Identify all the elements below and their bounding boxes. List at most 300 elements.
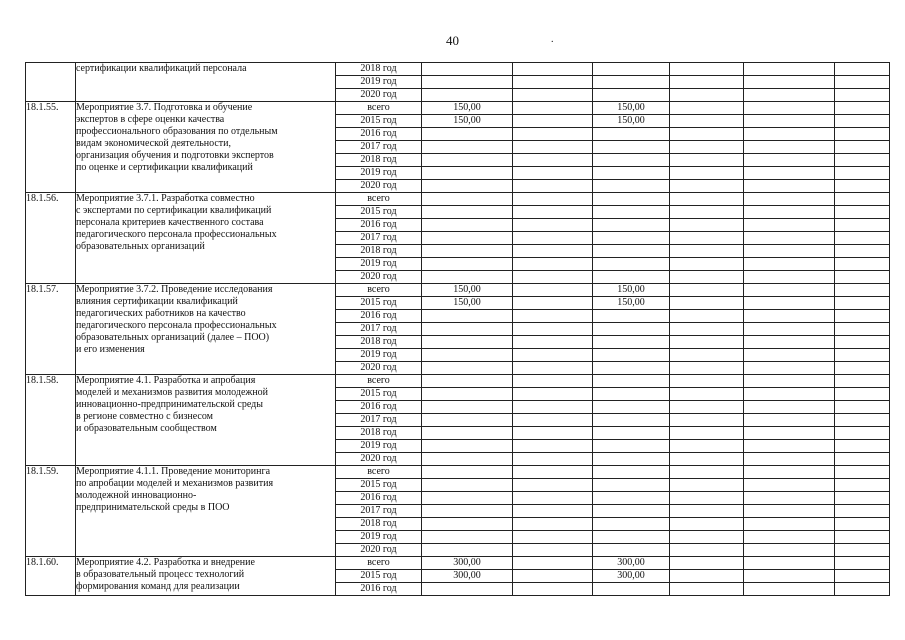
amount-cell	[670, 102, 744, 115]
period-cell: 2017 год	[336, 505, 422, 518]
amount-cell	[835, 167, 890, 180]
period-cell: 2020 год	[336, 271, 422, 284]
amount-cell	[513, 414, 593, 427]
period-cell: всего	[336, 557, 422, 570]
period-cell: 2019 год	[336, 440, 422, 453]
period-cell: 2016 год	[336, 401, 422, 414]
amount-cell	[422, 414, 513, 427]
description-line: сертификации квалификаций персонала	[76, 63, 247, 74]
period-cell: 2016 год	[336, 128, 422, 141]
amount-cell	[593, 362, 670, 375]
amount-cell	[670, 440, 744, 453]
amount-cell	[422, 336, 513, 349]
amount-cell	[744, 63, 835, 76]
amount-cell	[513, 336, 593, 349]
amount-cell	[744, 167, 835, 180]
amount-cell: 150,00	[593, 297, 670, 310]
amount-cell	[835, 89, 890, 102]
amount-cell	[744, 141, 835, 154]
item-number: 18.1.58.	[26, 375, 76, 466]
table-row	[26, 102, 890, 115]
amount-cell	[422, 219, 513, 232]
amount-cell	[670, 557, 744, 570]
amount-cell	[744, 505, 835, 518]
amount-cell	[513, 505, 593, 518]
amount-cell	[835, 115, 890, 128]
amount-cell	[593, 271, 670, 284]
amount-cell	[835, 219, 890, 232]
table-row	[26, 557, 890, 570]
amount-cell: 150,00	[593, 284, 670, 297]
period-cell: 2018 год	[336, 336, 422, 349]
amount-cell	[670, 466, 744, 479]
period-cell: 2020 год	[336, 453, 422, 466]
period-cell: 2020 год	[336, 362, 422, 375]
amount-cell: 150,00	[422, 115, 513, 128]
amount-cell	[744, 570, 835, 583]
amount-cell	[670, 245, 744, 258]
table-body	[26, 63, 890, 596]
amount-cell	[670, 206, 744, 219]
description-line: Мероприятие 3.7.1. Разработка совместно	[76, 193, 255, 204]
amount-cell	[744, 154, 835, 167]
amount-cell	[593, 323, 670, 336]
description-line: и образовательным сообществом	[76, 423, 217, 434]
amount-cell	[835, 427, 890, 440]
amount-cell	[422, 76, 513, 89]
amount-cell	[593, 245, 670, 258]
amount-cell	[835, 531, 890, 544]
amount-cell	[670, 349, 744, 362]
amount-cell	[744, 440, 835, 453]
description-line: формирования команд для реализации	[76, 581, 240, 592]
amount-cell	[744, 89, 835, 102]
amount-cell	[422, 544, 513, 557]
amount-cell	[593, 310, 670, 323]
amount-cell	[744, 219, 835, 232]
budget-table	[25, 62, 890, 596]
amount-cell	[835, 466, 890, 479]
amount-cell	[670, 258, 744, 271]
item-number: 18.1.56.	[26, 193, 76, 284]
amount-cell: 150,00	[422, 297, 513, 310]
amount-cell	[835, 336, 890, 349]
amount-cell	[744, 76, 835, 89]
amount-cell	[593, 154, 670, 167]
page-mark: .	[551, 34, 554, 45]
amount-cell	[593, 453, 670, 466]
table-row	[26, 375, 890, 388]
amount-cell	[422, 323, 513, 336]
amount-cell	[422, 245, 513, 258]
amount-cell	[744, 492, 835, 505]
amount-cell	[513, 180, 593, 193]
amount-cell	[670, 219, 744, 232]
period-cell: 2015 год	[336, 297, 422, 310]
amount-cell	[513, 232, 593, 245]
amount-cell	[670, 141, 744, 154]
amount-cell	[744, 557, 835, 570]
description-line: педагогического персонала профессиональных	[76, 229, 277, 240]
amount-cell	[513, 115, 593, 128]
amount-cell	[670, 492, 744, 505]
period-cell: 2016 год	[336, 583, 422, 596]
amount-cell	[593, 388, 670, 401]
amount-cell	[593, 414, 670, 427]
amount-cell	[422, 427, 513, 440]
item-description	[76, 466, 336, 557]
amount-cell	[744, 414, 835, 427]
amount-cell	[513, 206, 593, 219]
amount-cell	[513, 453, 593, 466]
amount-cell	[670, 414, 744, 427]
table-row	[26, 466, 890, 479]
amount-cell	[593, 167, 670, 180]
amount-cell	[513, 193, 593, 206]
amount-cell	[513, 102, 593, 115]
amount-cell: 150,00	[593, 115, 670, 128]
description-line: по оценке и сертификации квалификаций	[76, 162, 253, 173]
period-cell: 2019 год	[336, 349, 422, 362]
amount-cell	[744, 284, 835, 297]
amount-cell	[835, 284, 890, 297]
table-row	[26, 284, 890, 297]
amount-cell	[835, 193, 890, 206]
amount-cell	[593, 427, 670, 440]
amount-cell	[835, 375, 890, 388]
amount-cell	[744, 297, 835, 310]
amount-cell	[670, 336, 744, 349]
amount-cell	[670, 505, 744, 518]
amount-cell	[835, 102, 890, 115]
item-number: 18.1.57.	[26, 284, 76, 375]
amount-cell: 150,00	[422, 284, 513, 297]
amount-cell	[835, 297, 890, 310]
amount-cell	[593, 479, 670, 492]
amount-cell	[422, 271, 513, 284]
period-cell: 2019 год	[336, 167, 422, 180]
amount-cell	[422, 193, 513, 206]
amount-cell	[422, 232, 513, 245]
period-cell: 2015 год	[336, 570, 422, 583]
description-line: персонала критериев качественного состава	[76, 217, 264, 228]
amount-cell	[670, 232, 744, 245]
amount-cell	[513, 323, 593, 336]
amount-cell	[593, 89, 670, 102]
amount-cell	[513, 375, 593, 388]
amount-cell	[670, 362, 744, 375]
amount-cell	[593, 193, 670, 206]
amount-cell	[835, 362, 890, 375]
amount-cell	[835, 414, 890, 427]
amount-cell	[744, 466, 835, 479]
amount-cell	[422, 206, 513, 219]
amount-cell: 300,00	[422, 557, 513, 570]
amount-cell	[835, 440, 890, 453]
description-line: с экспертами по сертификации квалификаций	[76, 205, 272, 216]
amount-cell	[835, 63, 890, 76]
description-line: экспертов в сфере оценки качества	[76, 114, 225, 125]
amount-cell	[835, 245, 890, 258]
period-cell: всего	[336, 375, 422, 388]
amount-cell	[513, 479, 593, 492]
period-cell: 2020 год	[336, 180, 422, 193]
amount-cell	[513, 466, 593, 479]
amount-cell	[744, 544, 835, 557]
amount-cell	[422, 167, 513, 180]
item-description	[76, 557, 336, 596]
amount-cell	[835, 570, 890, 583]
description-line: и его изменения	[76, 344, 145, 355]
amount-cell	[422, 440, 513, 453]
period-cell: всего	[336, 466, 422, 479]
amount-cell	[513, 167, 593, 180]
amount-cell	[670, 115, 744, 128]
amount-cell	[513, 63, 593, 76]
amount-cell	[670, 193, 744, 206]
amount-cell: 150,00	[422, 102, 513, 115]
amount-cell: 150,00	[593, 102, 670, 115]
amount-cell	[835, 544, 890, 557]
amount-cell	[513, 570, 593, 583]
amount-cell	[513, 154, 593, 167]
amount-cell	[835, 271, 890, 284]
description-line: инновационно-предпринимательской среды	[76, 399, 263, 410]
amount-cell	[513, 440, 593, 453]
amount-cell	[744, 180, 835, 193]
description-line: организация обучения и подготовки экспертов	[76, 150, 274, 161]
period-cell: 2018 год	[336, 245, 422, 258]
amount-cell	[835, 401, 890, 414]
item-description	[76, 102, 336, 193]
amount-cell	[835, 557, 890, 570]
amount-cell	[744, 518, 835, 531]
amount-cell	[513, 544, 593, 557]
amount-cell	[670, 479, 744, 492]
amount-cell	[593, 492, 670, 505]
table-row	[26, 193, 890, 206]
amount-cell	[670, 388, 744, 401]
amount-cell	[835, 180, 890, 193]
amount-cell	[744, 401, 835, 414]
amount-cell	[670, 310, 744, 323]
item-description	[76, 63, 336, 102]
amount-cell: 300,00	[422, 570, 513, 583]
amount-cell	[513, 583, 593, 596]
amount-cell	[670, 375, 744, 388]
amount-cell	[744, 479, 835, 492]
amount-cell	[593, 63, 670, 76]
amount-cell	[835, 141, 890, 154]
amount-cell	[422, 154, 513, 167]
amount-cell	[670, 570, 744, 583]
amount-cell	[593, 128, 670, 141]
amount-cell	[670, 89, 744, 102]
amount-cell	[593, 544, 670, 557]
amount-cell	[593, 531, 670, 544]
amount-cell	[422, 258, 513, 271]
amount-cell	[422, 63, 513, 76]
amount-cell	[593, 336, 670, 349]
amount-cell	[593, 219, 670, 232]
amount-cell	[835, 128, 890, 141]
period-cell: всего	[336, 284, 422, 297]
amount-cell	[744, 258, 835, 271]
amount-cell	[835, 505, 890, 518]
description-line: видам экономической деятельности,	[76, 138, 232, 149]
period-cell: 2018 год	[336, 518, 422, 531]
period-cell: 2020 год	[336, 89, 422, 102]
amount-cell	[593, 440, 670, 453]
amount-cell	[744, 128, 835, 141]
amount-cell	[670, 76, 744, 89]
amount-cell	[593, 505, 670, 518]
amount-cell	[513, 297, 593, 310]
amount-cell: 300,00	[593, 570, 670, 583]
amount-cell	[744, 102, 835, 115]
amount-cell	[513, 492, 593, 505]
period-cell: 2016 год	[336, 310, 422, 323]
amount-cell	[670, 427, 744, 440]
amount-cell	[744, 349, 835, 362]
item-number: 18.1.55.	[26, 102, 76, 193]
amount-cell	[593, 583, 670, 596]
amount-cell: 300,00	[593, 557, 670, 570]
amount-cell	[744, 206, 835, 219]
amount-cell	[670, 583, 744, 596]
period-cell: 2017 год	[336, 414, 422, 427]
amount-cell	[513, 388, 593, 401]
amount-cell	[744, 531, 835, 544]
amount-cell	[835, 453, 890, 466]
amount-cell	[744, 232, 835, 245]
item-description	[76, 284, 336, 375]
period-cell: 2016 год	[336, 219, 422, 232]
amount-cell	[670, 518, 744, 531]
description-line: Мероприятие 4.2. Разработка и внедрение	[76, 557, 255, 568]
amount-cell	[422, 479, 513, 492]
amount-cell	[835, 583, 890, 596]
period-cell: всего	[336, 102, 422, 115]
amount-cell	[670, 544, 744, 557]
amount-cell	[670, 323, 744, 336]
amount-cell	[670, 401, 744, 414]
amount-cell	[513, 271, 593, 284]
period-cell: 2017 год	[336, 141, 422, 154]
amount-cell	[835, 258, 890, 271]
amount-cell	[422, 141, 513, 154]
period-cell: 2019 год	[336, 76, 422, 89]
amount-cell	[835, 154, 890, 167]
amount-cell	[422, 89, 513, 102]
amount-cell	[513, 349, 593, 362]
amount-cell	[593, 258, 670, 271]
amount-cell	[744, 323, 835, 336]
amount-cell	[593, 76, 670, 89]
amount-cell	[744, 427, 835, 440]
description-line: Мероприятие 4.1.1. Проведение мониторинга	[76, 466, 271, 477]
description-line: образовательных организаций	[76, 241, 205, 252]
amount-cell	[744, 115, 835, 128]
amount-cell	[422, 492, 513, 505]
page-number: 40	[446, 33, 459, 48]
amount-cell	[593, 349, 670, 362]
amount-cell	[744, 193, 835, 206]
amount-cell	[593, 206, 670, 219]
amount-cell	[744, 453, 835, 466]
item-number: 18.1.60.	[26, 557, 76, 596]
period-cell: 2015 год	[336, 115, 422, 128]
amount-cell	[422, 518, 513, 531]
amount-cell	[744, 310, 835, 323]
amount-cell	[513, 531, 593, 544]
description-line: педагогических работников на качество	[76, 308, 246, 319]
amount-cell	[513, 141, 593, 154]
amount-cell	[513, 401, 593, 414]
description-line: образовательных организаций (далее – ПОО)	[76, 332, 270, 343]
period-cell: 2019 год	[336, 258, 422, 271]
amount-cell	[744, 245, 835, 258]
description-line: Мероприятие 4.1. Разработка и апробация	[76, 375, 256, 386]
amount-cell	[744, 336, 835, 349]
amount-cell	[422, 310, 513, 323]
period-cell: 2018 год	[336, 63, 422, 76]
amount-cell	[513, 284, 593, 297]
amount-cell	[670, 297, 744, 310]
amount-cell	[835, 518, 890, 531]
amount-cell	[422, 466, 513, 479]
amount-cell	[670, 180, 744, 193]
amount-cell	[513, 362, 593, 375]
amount-cell	[744, 388, 835, 401]
period-cell: 2015 год	[336, 388, 422, 401]
amount-cell	[744, 375, 835, 388]
amount-cell	[670, 271, 744, 284]
amount-cell	[670, 128, 744, 141]
period-cell: 2015 год	[336, 206, 422, 219]
amount-cell	[422, 388, 513, 401]
description-line: моделей и механизмов развития молодежной	[76, 387, 269, 398]
amount-cell	[422, 180, 513, 193]
description-line: по апробации моделей и механизмов развития	[76, 478, 274, 489]
amount-cell	[835, 388, 890, 401]
description-line: Мероприятие 3.7. Подготовка и обучение	[76, 102, 253, 113]
amount-cell	[593, 141, 670, 154]
amount-cell	[593, 375, 670, 388]
description-line: педагогического персонала профессиональных	[76, 320, 277, 331]
amount-cell	[593, 466, 670, 479]
item-description	[76, 193, 336, 284]
amount-cell	[422, 362, 513, 375]
amount-cell	[513, 76, 593, 89]
description-line: молодежной инновационно-	[76, 490, 197, 501]
amount-cell	[835, 76, 890, 89]
period-cell: 2019 год	[336, 531, 422, 544]
amount-cell	[422, 453, 513, 466]
description-line: профессионального образования по отдельным	[76, 126, 278, 137]
amount-cell	[670, 154, 744, 167]
amount-cell	[670, 63, 744, 76]
amount-cell	[513, 518, 593, 531]
period-cell: 2015 год	[336, 479, 422, 492]
period-cell: всего	[336, 193, 422, 206]
amount-cell	[513, 245, 593, 258]
period-cell: 2018 год	[336, 154, 422, 167]
period-cell: 2017 год	[336, 232, 422, 245]
amount-cell	[744, 583, 835, 596]
amount-cell	[513, 219, 593, 232]
amount-cell	[670, 167, 744, 180]
